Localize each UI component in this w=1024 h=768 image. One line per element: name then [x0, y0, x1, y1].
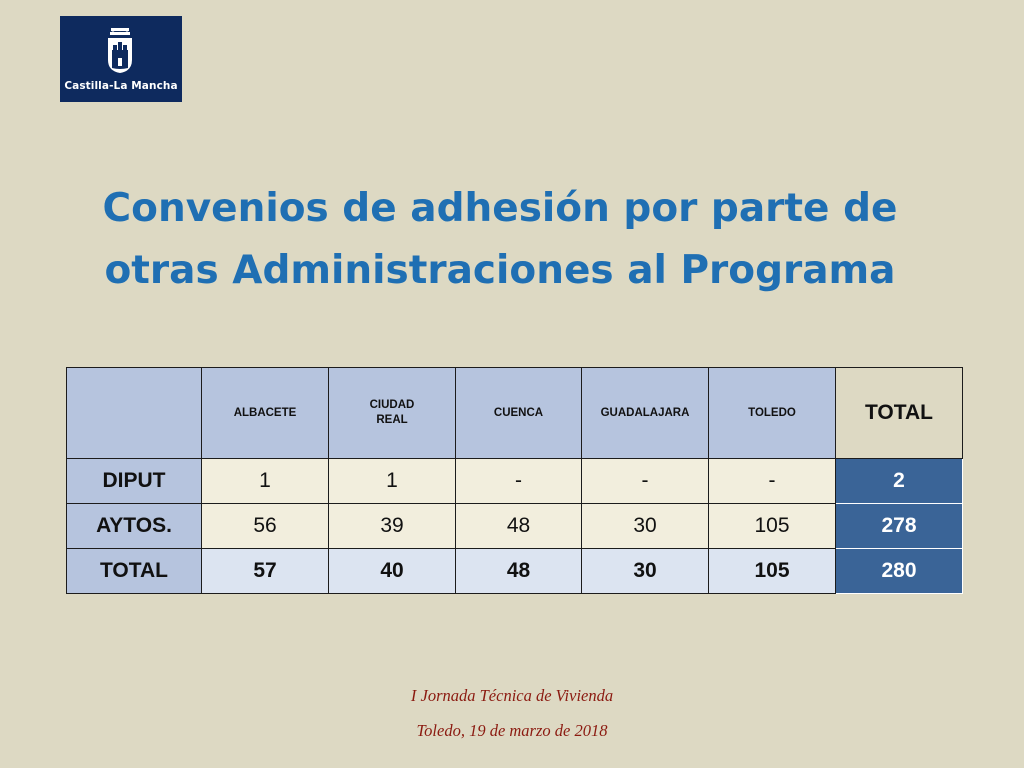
row-total-cell: 2	[836, 459, 963, 504]
slide-title	[0, 178, 1000, 302]
castle-crest-icon	[105, 28, 135, 74]
col-header-total: TOTAL	[836, 368, 963, 459]
table-cell: 57	[202, 549, 329, 594]
table-cell: 1	[329, 459, 456, 504]
table-cell: 39	[329, 504, 456, 549]
col-header-toledo: TOLEDO	[709, 368, 836, 459]
table-cell: 48	[456, 504, 582, 549]
row-total-cell: 278	[836, 504, 963, 549]
col-header-cuenca: CUENCA	[456, 368, 582, 459]
logo-text: Castilla-La Mancha	[64, 80, 178, 92]
table-header-row	[67, 368, 963, 459]
agreements-table	[66, 367, 963, 594]
castilla-la-mancha-logo	[60, 16, 182, 102]
table-cell: 1	[202, 459, 329, 504]
row-label-aytos: AYTOS.	[67, 504, 202, 549]
table-cell: 56	[202, 504, 329, 549]
table-cell: 30	[582, 549, 709, 594]
footer-place-date: Toledo, 19 de marzo de 2018	[416, 721, 608, 740]
row-label-total: TOTAL	[67, 549, 202, 594]
table-cell: 30	[582, 504, 709, 549]
col-header-real-line: REAL	[376, 414, 408, 426]
footer-event-name: I Jornada Técnica de Vivienda	[410, 686, 614, 705]
header-corner-cell	[67, 368, 202, 459]
table-cell: -	[582, 459, 709, 504]
col-header-albacete: ALBACETE	[202, 368, 329, 459]
row-label-diput: DIPUT	[67, 459, 202, 504]
title-line-1: Convenios de adhesión por parte de	[102, 186, 898, 231]
title-line-2: otras Administraciones al Programa	[104, 248, 896, 293]
table-cell: -	[456, 459, 582, 504]
table-row	[67, 549, 963, 594]
col-header-guadalajara: GUADALAJARA	[582, 368, 709, 459]
grand-total-cell: 280	[836, 549, 963, 594]
table-cell: 48	[456, 549, 582, 594]
table-row	[67, 459, 963, 504]
col-header-ciudad-real	[329, 368, 456, 459]
table-cell: 105	[709, 549, 836, 594]
table-cell: 105	[709, 504, 836, 549]
col-header-ciudad-line: CIUDAD	[369, 399, 415, 411]
table-row	[67, 504, 963, 549]
table-cell: 40	[329, 549, 456, 594]
table-cell: -	[709, 459, 836, 504]
